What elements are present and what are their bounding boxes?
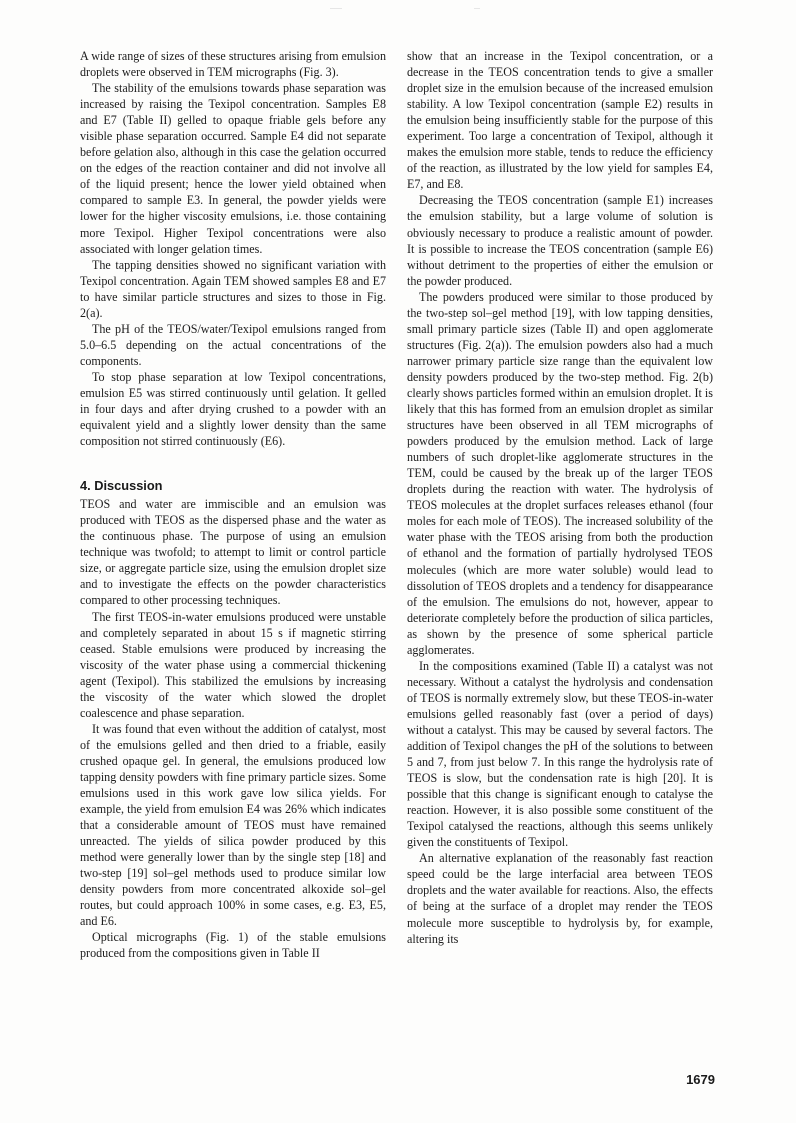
body-paragraph: show that an increase in the Texipol concentration, or a decrease in the TEOS concentration tends to give a smaller droplet size in the emulsion because of the increased emulsion stability. A low Texipol concentration (sample E2) results in the emulsion being insufficiently stable for the purpose of this experiment. Too large a concentration of Texipol, although it makes the emulsion more stable, tends to reduce the efficiency of the reaction, as illustrated by the low yield for samples E4, E7, and E8. <box>407 49 713 192</box>
left-column <box>80 48 386 962</box>
body-paragraph: Decreasing the TEOS concentration (sample E1) increases the emulsion stability, but a large volume of solution is obviously necessary to produce a realistic amount of powder. It is possible to increase the TEOS concentration (sample E6) without detriment to the properties of either the emulsion or the powder produced. <box>407 193 713 288</box>
body-paragraph: The tapping densities showed no significant variation with Texipol concentration. Again TEM showed samples E8 and E7 to have similar particle structures and sizes to those in Fig. 2(a). <box>80 257 386 320</box>
scan-mark <box>330 8 342 9</box>
body-paragraph: The stability of the emulsions towards phase separation was increased by raising the Texipol concentration. Samples E8 and E7 (Table II) gelled to opaque friable gels before any visible phase separation occurred. Sample E4 did not separate before gelation also, although in this case the gelation occurred on the edges of the reaction container and did not involve all of the liquid present; hence the lower yield obtained when compared to sample E3. In general, the powder yields were lower for the higher viscosity emulsions, i.e. those containing more Texipol. Higher Texipol concentrations were also associated with longer gelation times. <box>80 81 386 256</box>
section-heading: 4. Discussion <box>80 478 163 494</box>
page-number: 1679 <box>686 1072 715 1087</box>
body-paragraph: TEOS and water are immiscible and an emulsion was produced with TEOS as the dispersed phase and the water as the continuous phase. The purpose of using an emulsion technique was twofold; to attempt to limit or control particle size, or aggregate particle size, using the emulsion droplet size and to investigate the effects on the powder characteristics compared to other processing techniques. <box>80 497 386 608</box>
body-paragraph: The first TEOS-in-water emulsions produced were unstable and completely separated in about 15 s if magnetic stirring ceased. Stable emulsions were produced by increasing the viscosity of the water phase using a commercial thickening agent (Texipol). This stabilized the emulsions by increasing the viscosity of the water which slowed the droplet coalescence and phase separation. <box>80 609 386 720</box>
right-column <box>407 48 713 947</box>
body-paragraph: Optical micrographs (Fig. 1) of the stable emulsions produced from the compositions given in Table II <box>80 930 386 961</box>
scan-mark <box>474 8 480 9</box>
body-paragraph: The pH of the TEOS/water/Texipol emulsions ranged from 5.0–6.5 depending on the actual concentrations of the components. <box>80 321 386 368</box>
body-paragraph: An alternative explanation of the reasonably fast reaction speed could be the large interfacial area between TEOS droplets and the water available for reactions. Also, the effects of being at the surface of a droplet may render the TEOS molecule more susceptible to hydrolysis by, for example, altering its <box>407 851 713 946</box>
body-paragraph: A wide range of sizes of these structures arising from emulsion droplets were observed in TEM micrographs (Fig. 3). <box>80 49 386 80</box>
body-paragraph: It was found that even without the addition of catalyst, most of the emulsions gelled and then dried to a friable, easily crushed opaque gel. In general, the emulsions produced low tapping density powders with fine primary particle sizes. Some emulsions used in this work gave low silica yields. For example, the yield from emulsion E4 was 26% which indicates that a considerable amount of TEOS must have remained unreacted. The yields of silica powder produced by this method were generally lower than by the single step [18] and two-step [19] sol–gel methods used to produce similar low density powders from more concentrated alkoxide sol–gel routes, but could approach 100% in some cases, e.g. E3, E5, and E6. <box>80 721 386 929</box>
body-paragraph: To stop phase separation at low Texipol concentrations, emulsion E5 was stirred continuously until gelation. It gelled in four days and after drying crushed to a powder with an equivalent yield and a slightly lower density than the same composition not stirred continuously (E6). <box>80 369 386 449</box>
body-paragraph: The powders produced were similar to those produced by the two-step sol–gel method [19], with low tapping densities, small primary particle sizes (Table II) and open agglomerate structures (Fig. 2(a)). The emulsion powders also had a much narrower primary particle size range than the equivalent low density powders produced by the two-step method. Fig. 2(b) clearly shows particles formed within an emulsion droplet. It is likely that this has formed from an emulsion droplet as similar structures have been observed in all TEM micrographs of powders produced by the emulsion method. Lack of large numbers of such droplet-like agglomerate structures in the TEM, could be caused by the break up of the larger TEOS droplets during the reaction with water. The hydrolysis of TEOS molecules at the droplet surfaces releases ethanol (four moles for each mole of TEOS). The increased solubility of the water phase with the TEOS arising from both the production of ethanol and the formation of partially hydrolysed TEOS molecules (which are more water soluble) would lead to dissolution of TEOS droplets and a tendency for disappearance of the emulsion. The emulsions do not, however, appear to deteriorate completely before the production of silica particles, as shown by the presence of some spherical particle agglomerates. <box>407 289 713 657</box>
body-paragraph: In the compositions examined (Table II) a catalyst was not necessary. Without a catalyst the hydrolysis and condensation of TEOS is normally extremely slow, but these TEOS-in-water emulsions gelled reasonably fast (over a period of days) without a catalyst. This may be caused by several factors. The addition of Texipol changes the pH of the solutions to between 5 and 7, from just below 7. In this range the hydrolysis rate of TEOS is slow, but the condensation rate is high [20]. It is possible that this change is significant enough to catalyse the reaction. However, it is also possible some constituent of the Texipol catalysed the reactions, although this seems unlikely given the constituents of Texipol. <box>407 658 713 850</box>
